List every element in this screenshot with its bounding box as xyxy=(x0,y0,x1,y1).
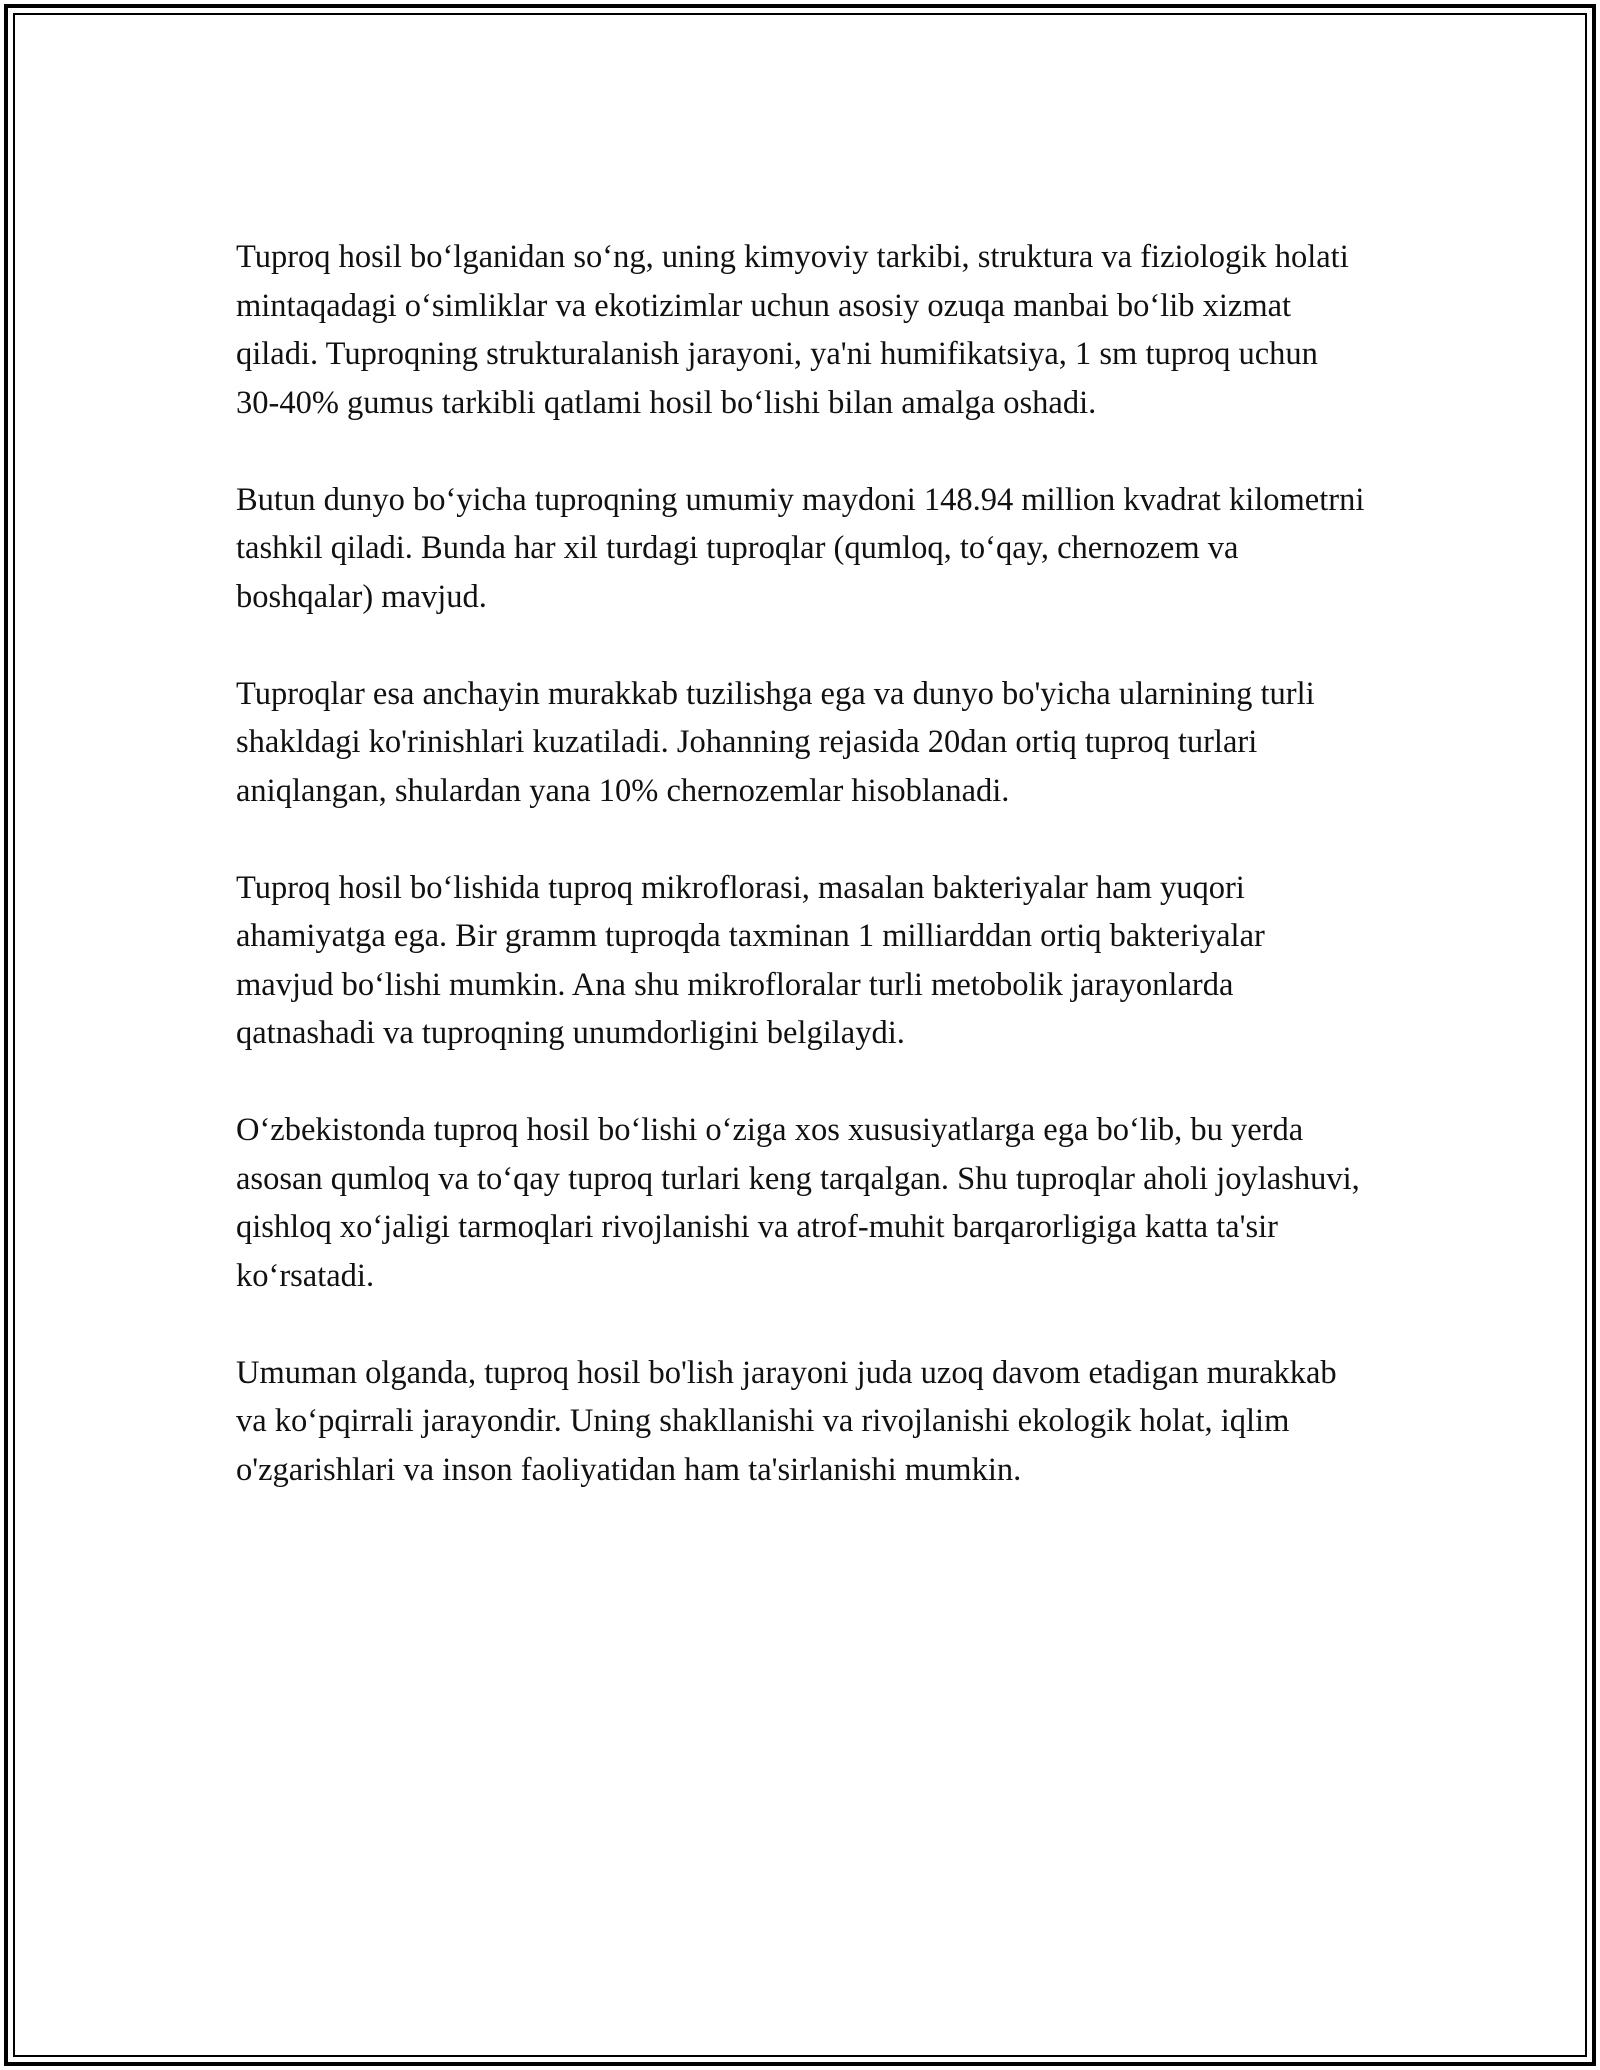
paragraph-microflora: Tuproq hosil bo‘lishida tuproq mikroflorasi, masalan bakteriyalar ham yuqori ahamiyatga ega. Bir gramm tuproqda taxminan 1 milliarddan ortiq bakteriyalar mavjud bo‘lishi mumkin. Ana shu mikrofloralar turli metobolik jarayonlarda qatnashadi va tuproqning unumdorligini belgilaydi. xyxy=(236,869,1265,1051)
paragraph-world-soil-area: Butun dunyo bo‘yicha tuproqning umumiy maydoni 148.94 million kvadrat kilometrni tashkil qiladi. Bunda har xil turdagi tuproqlar (qumloq, to‘qay, chernozem va boshqalar) mavjud. xyxy=(236,481,1365,615)
paragraph-conclusion: Umuman olganda, tuproq hosil bo'lish jarayoni juda uzoq davom etadigan murakkab va ko‘pqirrali jarayondir. Uning shakllanishi va rivojlanishi ekologik holat, iqlim o'zgarishlari va inson faoliyatidan ham ta'sirlanishi mumkin. xyxy=(236,1354,1337,1488)
paragraph-soil-types: Tuproqlar esa anchayin murakkab tuzilishga ega va dunyo bo'yicha ularnining turli shakldagi ko'rinishlari kuzatiladi. Johanning rejasida 20dan ortiq tuproq turlari aniqlangan, shulardan yana 10% chernozemlar hisoblanadi. xyxy=(236,675,1315,809)
paragraph-humification: Tuproq hosil bo‘lganidan so‘ng, uning kimyoviy tarkibi, struktura va fiziologik holati mintaqadagi o‘simliklar va ekotizimlar uchun asosiy ozuqa manbai bo‘lib xizmat qiladi. Tuproqning strukturalanish jarayoni, ya'ni humifikatsiya, 1 sm tuproq uchun 30-40% gumus tarkibli qatlami hosil bo‘lishi bilan amalga oshadi. xyxy=(236,239,1349,421)
document-body xyxy=(236,233,1366,1543)
paragraph-uzbekistan-soils: O‘zbekistonda tuproq hosil bo‘lishi o‘ziga xos xususiyatlarga ega bo‘lib, bu yerda asosan qumloq va to‘qay tuproq turlari keng tarqalgan. Shu tuproqlar aholi joylashuvi, qishloq xo‘jaligi tarmoqlari rivojlanishi va atrof-muhit barqarorligiga katta ta'sir ko‘rsatadi. xyxy=(236,1112,1360,1294)
